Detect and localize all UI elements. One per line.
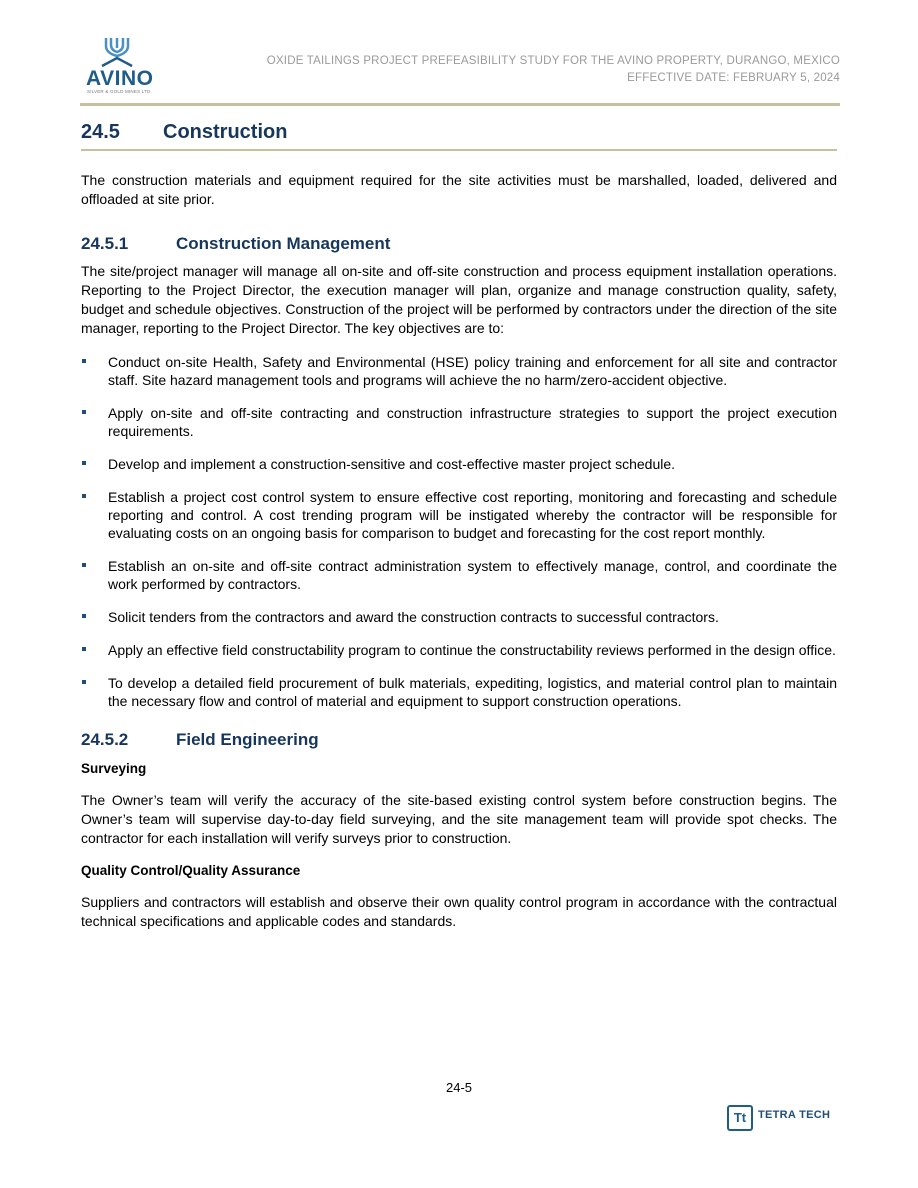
- square-bullet-icon: [82, 461, 86, 465]
- square-bullet-icon: [82, 494, 86, 498]
- subsection-title: Construction Management: [176, 234, 391, 253]
- list-item: [81, 557, 837, 593]
- list-item-text: Establish a project cost control system to ensure effective cost reporting, monitoring and forecasting and schedule reporting and control. A cost trending program will be instigated whereby the contractor will be responsible for evaluating costs on an ongoing basis for comparison to budget and forecasting for the cost report monthly.: [108, 489, 837, 541]
- list-item: [81, 455, 837, 473]
- section-number: 24.5: [81, 121, 120, 143]
- effective-date: EFFECTIVE DATE: FEBRUARY 5, 2024: [627, 72, 840, 84]
- subsection-number: 24.5.2: [81, 730, 129, 749]
- construction-management-paragraph: The site/project manager will manage all on-site and off-site construction and process equipment installation operations. Reporting to the Project Director, the execution manager will plan, organize and manage construction quality, safety, budget and schedule objectives. Construction of the project will be performed by contractors under the direction of the site manager, reporting to the Project Director. The key objectives are to:: [81, 263, 837, 336]
- square-bullet-icon: [82, 563, 86, 567]
- square-bullet-icon: [82, 410, 86, 414]
- avino-logo: [82, 34, 162, 100]
- list-item-text: Solicit tenders from the contractors and award the construction contracts to successful contractors.: [108, 609, 719, 625]
- subsection-number: 24.5.1: [81, 234, 129, 253]
- section-intro-paragraph: The construction materials and equipment required for the site activities must be marshalled, loaded, delivered and offloaded at site prior.: [81, 172, 837, 207]
- tetra-tech-logo-icon: Tt: [727, 1105, 753, 1131]
- square-bullet-icon: [82, 359, 86, 363]
- square-bullet-icon: [82, 614, 86, 618]
- list-item: [81, 488, 837, 542]
- page-header: [80, 34, 840, 106]
- header-title-block: [267, 53, 840, 87]
- subsection-heading-construction-management: [81, 234, 837, 254]
- avino-logo-icon: [100, 36, 134, 68]
- list-item: [81, 404, 837, 440]
- subsection-heading-field-engineering: [81, 730, 837, 750]
- avino-logo-wordmark: AVINO: [86, 67, 154, 90]
- header-divider: [80, 103, 840, 106]
- list-item-text: Conduct on-site Health, Safety and Environmental (HSE) policy training and enforcement for all site and contractor staff. Site hazard management tools and programs will achieve the no harm/zero-accident objective.: [108, 354, 837, 388]
- page-number: 24-5: [445, 1080, 473, 1095]
- section-heading: [81, 121, 837, 151]
- list-item-text: Develop and implement a construction-sensitive and cost-effective master project schedule.: [108, 456, 676, 472]
- subsection-title: Field Engineering: [176, 730, 319, 749]
- square-bullet-icon: [82, 647, 86, 651]
- square-bullet-icon: [82, 680, 86, 684]
- list-item-text: To develop a detailed field procurement of bulk materials, expediting, logistics, and material control plan to maintain the necessary flow and control of material and equipment to support construction operations.: [108, 675, 837, 709]
- list-item-text: Apply an effective field constructability program to continue the constructability reviews performed in the design office.: [108, 642, 836, 658]
- report-title: OXIDE TAILINGS PROJECT PREFEASIBILITY STUDY FOR THE AVINO PROPERTY, DURANGO, MEXICO: [266, 55, 840, 67]
- surveying-paragraph: The Owner’s team will verify the accuracy of the site-based existing control system before construction begins. The Owner’s team will supervise day-to-day field surveying, and the site management team will provide spot checks. The contractor for each installation will verify surveys prior to construction.: [81, 792, 837, 846]
- surveying-heading: Surveying: [81, 761, 147, 776]
- list-item-text: Apply on-site and off-site contracting and construction infrastructure strategies to support the project execution requirements.: [108, 405, 837, 439]
- list-item: [81, 674, 837, 710]
- avino-logo-tagline: SILVER & GOLD MINES LTD.: [87, 89, 152, 94]
- section-title: Construction: [163, 121, 288, 143]
- key-objectives-list: [81, 353, 837, 710]
- quality-control-heading: Quality Control/Quality Assurance: [81, 863, 301, 878]
- list-item-text: Establish an on-site and off-site contract administration system to effectively manage, control, and coordinate the work performed by contractors.: [108, 558, 837, 592]
- list-item: [81, 353, 837, 389]
- list-item: [81, 608, 837, 626]
- quality-control-paragraph: Suppliers and contractors will establish and observe their own quality control program in accordance with the contractual technical specifications and applicable codes and standards.: [81, 894, 837, 929]
- page-body: [81, 121, 837, 931]
- list-item: [81, 641, 837, 659]
- tetra-tech-wordmark: TETRA TECH: [758, 1109, 831, 1121]
